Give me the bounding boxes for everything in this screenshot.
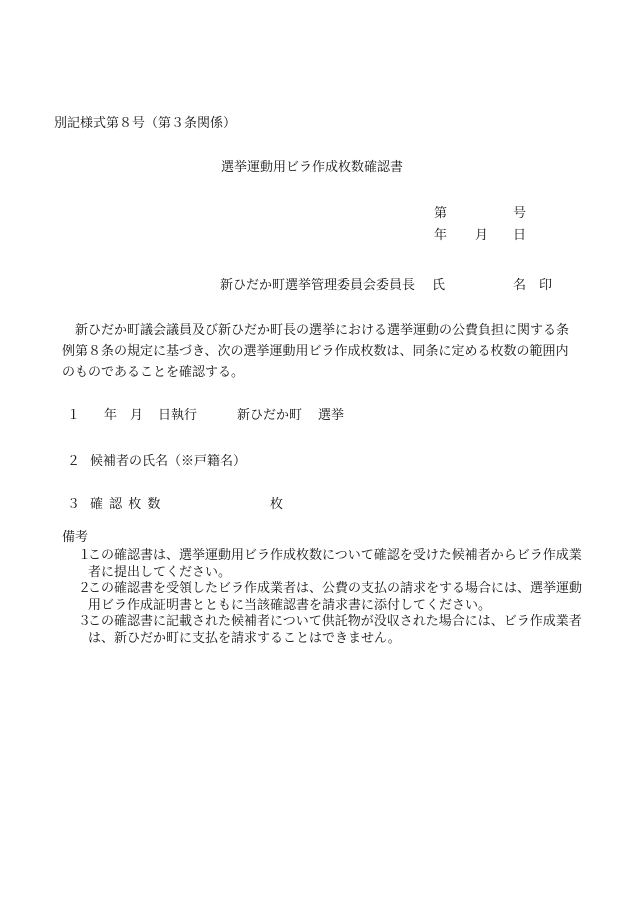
item2-label: 候補者の氏名（※戸籍名）	[90, 454, 247, 469]
remark-item	[62, 614, 582, 647]
item3-label: 確 認 枚 数	[90, 497, 162, 512]
issuer-org: 新ひだか町選挙管理委員会委員長	[220, 278, 416, 293]
remark-item	[62, 548, 582, 581]
remark-text: この確認書は、選挙運動用ビラ作成枚数について確認を受けた候補者からビラ作成業者に提出してください。	[88, 548, 582, 580]
item3-unit: 枚	[270, 497, 284, 512]
date-month: 月	[475, 228, 489, 243]
item1-num: １	[67, 408, 81, 423]
remark-item	[62, 581, 582, 614]
date-day: 日	[513, 228, 527, 243]
item3-num: ３	[67, 497, 81, 512]
issuer-mei: 名	[513, 278, 527, 293]
document-title: 選挙運動用ビラ作成枚数確認書	[221, 160, 404, 175]
issuer-shi: 氏	[432, 278, 446, 293]
item1-town: 新ひだか町	[237, 408, 303, 423]
remark-num: １	[78, 548, 92, 563]
item2-num: ２	[67, 454, 81, 469]
item1-month: 月	[130, 408, 144, 423]
intro-paragraph: 新ひだか町議会議員及び新ひだか町長の選挙における選挙運動の公費負担に関する条例第８条の規定に基づき、次の選挙運動用ビラ作成枚数は、同条に定める枚数の範囲内のものであることを確認する。	[62, 323, 570, 380]
item1-year: 年	[104, 408, 118, 423]
remark-text: この確認書に記載された候補者について供託物が没収された場合には、ビラ作成業者は、新ひだか町に支払を請求することはできません。	[88, 614, 582, 646]
item1-day: 日執行	[158, 408, 198, 423]
remark-num: ３	[78, 614, 92, 629]
remark-num: ２	[78, 581, 92, 596]
number-dai: 第	[434, 206, 448, 221]
date-year: 年	[434, 228, 448, 243]
form-id-label: 別記様式第８号（第３条関係）	[54, 116, 237, 131]
remarks-list	[62, 548, 582, 647]
remarks-heading: 備考	[62, 530, 89, 545]
item1-election: 選挙	[318, 408, 345, 423]
number-gou: 号	[513, 206, 527, 221]
issuer-seal: 印	[539, 278, 553, 293]
remark-text: この確認書を受領したビラ作成業者は、公費の支払の請求をする場合には、選挙運動用ビラ作成証明書とともに当該確認書を請求書に添付してください。	[88, 581, 583, 613]
